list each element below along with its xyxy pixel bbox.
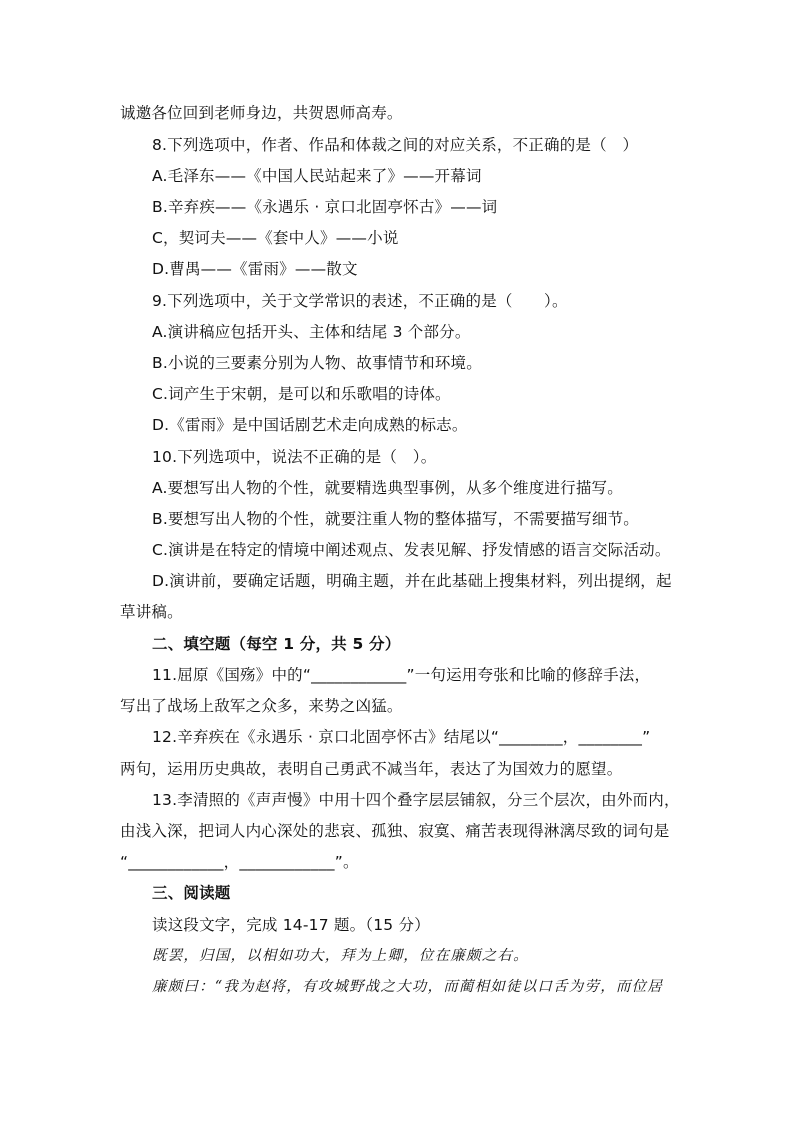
question-8-option-d: D.曹禺——《雷雨》——散文: [152, 260, 358, 278]
question-9-option-a: A.演讲稿应包括开头、主体和结尾 3 个部分。: [152, 323, 471, 341]
question-10-option-d-cont: 草讲稿。: [120, 603, 183, 621]
question-8-option-c: C，契诃夫——《套中人》——小说: [152, 229, 399, 247]
question-11-text: 11.屈原《国殇》中的“____________”一句运用夸张和比喻的修辞手法，: [152, 666, 651, 684]
question-12-text-cont: 两句，运用历史典故，表明自己勇武不减当年，表达了为国效力的愿望。: [120, 760, 623, 778]
text-line: 诚邀各位回到老师身边，共贺恩师高寿。: [120, 104, 403, 122]
question-8-option-b: B.辛弃疾——《永遇乐 · 京口北固亭怀古》——词: [152, 198, 498, 216]
section-heading-fill-blank: 二、填空题（每空 1 分，共 5 分）: [152, 635, 401, 653]
question-12-text: 12.辛弃疾在《永遇乐 · 京口北固亭怀古》结尾以“________，________”: [152, 728, 651, 746]
question-10-option-c: C.演讲是在特定的情境中阐述观点、发表见解、抒发情感的语言交际活动。: [152, 541, 671, 559]
question-9-stem: 9.下列选项中，关于文学常识的表述，不正确的是（ ）。: [152, 292, 568, 310]
question-8-option-a: A.毛泽东——《中国人民站起来了》——开幕词: [152, 167, 482, 185]
question-9-option-d: D.《雷雨》是中国话剧艺术走向成熟的标志。: [152, 416, 468, 434]
question-13-text-cont: 由浅入深，把词人内心深处的悲哀、孤独、寂寞、痛苦表现得淋漓尽致的词句是: [120, 822, 670, 840]
section-heading-reading: 三、阅读题: [152, 884, 231, 902]
question-10-option-d: D.演讲前，要确定话题，明确主题，并在此基础上搜集材料，列出提纲，起: [152, 572, 672, 590]
question-9-option-c: C.词产生于宋朝，是可以和乐歌唱的诗体。: [152, 385, 451, 403]
question-8-stem: 8.下列选项中，作者、作品和体裁之间的对应关系，不正确的是（ ）: [152, 136, 639, 154]
reading-instruction: 读这段文字，完成 14-17 题。（15 分）: [152, 916, 430, 934]
classical-passage-line-1: 既罢，归国，以相如功大，拜为上卿，位在廉颇之右。: [152, 948, 529, 964]
question-13-text: 13.李清照的《声声慢》中用十四个叠字层层铺叙，分三个层次，由外而内，: [152, 791, 680, 809]
question-10-option-b: B.要想写出人物的个性，就要注重人物的整体描写，不需要描写细节。: [152, 510, 639, 528]
question-9-option-b: B.小说的三要素分别为人物、故事情节和环境。: [152, 354, 482, 372]
classical-passage-line-2: 廉颇曰：“我为赵将，有攻城野战之大功，而蔺相如徒以口舌为劳，而位居: [152, 979, 664, 995]
question-13-blanks: “____________，____________”。: [120, 853, 359, 871]
question-10-stem: 10.下列选项中，说法不正确的是（ ）。: [152, 448, 437, 466]
question-10-option-a: A.要想写出人物的个性，就要精选典型事例，从多个维度进行描写。: [152, 479, 623, 497]
question-11-text-cont: 写出了战场上敌军之众多，来势之凶猛。: [120, 697, 403, 715]
